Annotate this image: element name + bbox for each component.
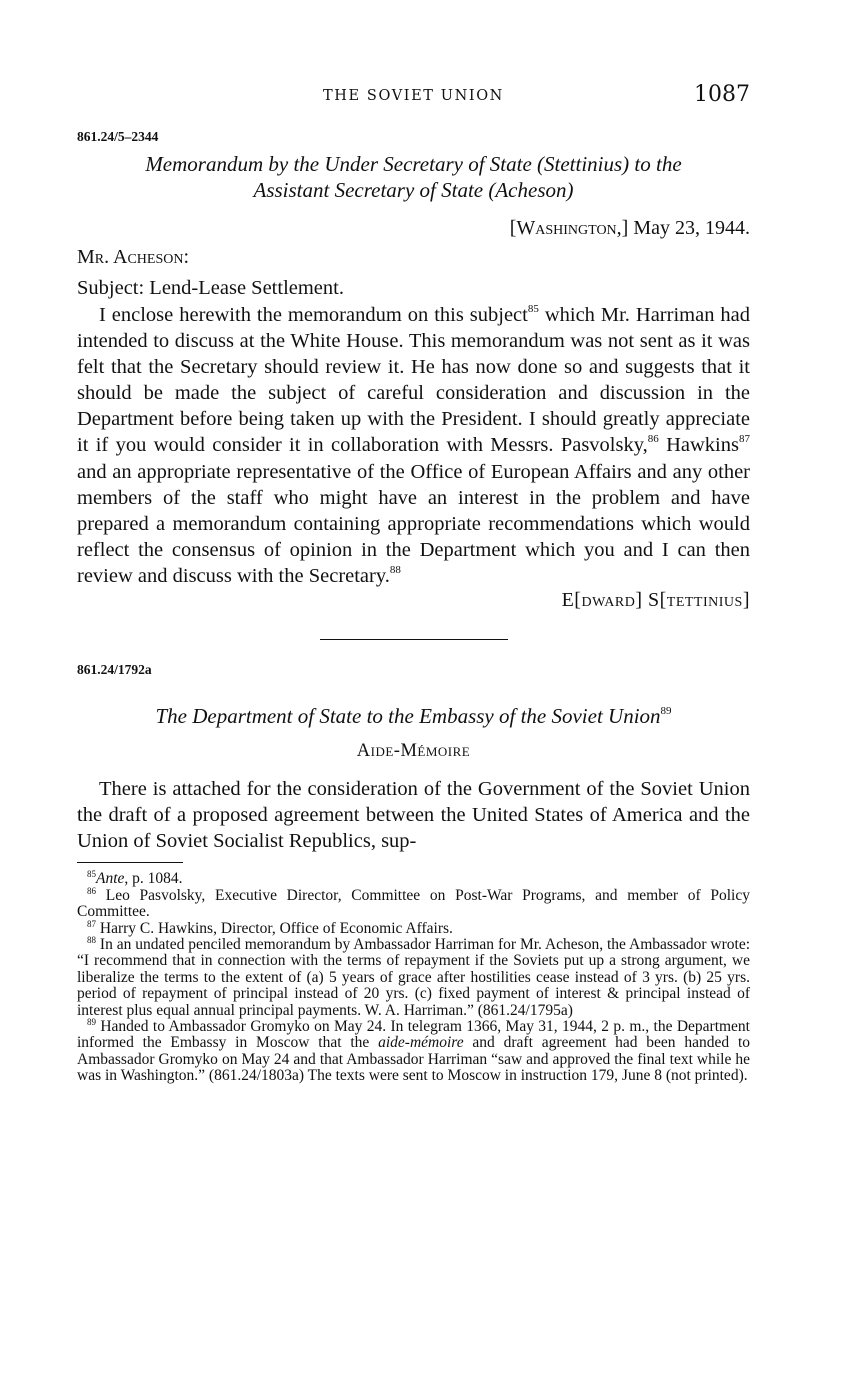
footnote-87	[77, 918, 750, 937]
document-title-2	[77, 704, 750, 729]
signature-initial-e: E[	[561, 589, 582, 612]
body-text-4: and an appropriate representative of the Office of European Affairs and any other members of the staff who might have an interest in the problem and have prepared a memorandum containing appropriate recommendations which would reflect the consensus of opinion in the Department which you and I can then review and discuss with the Secretary.	[77, 460, 750, 587]
document-title-2-text: The Department of State to the Embassy of the Soviet Union	[155, 704, 661, 729]
footnote-ref-89[interactable]: 89	[660, 705, 672, 718]
footnote-86	[77, 885, 750, 921]
signature-dward: dward	[581, 589, 636, 612]
footnote-87-text: Harry C. Hawkins, Director, Office of Economic Affairs.	[96, 919, 453, 937]
document-page	[77, 82, 750, 1085]
file-number: 861.24/5–2344	[77, 129, 159, 144]
running-title: THE SOVIET UNION	[323, 88, 504, 104]
footnote-88-text: In an undated penciled memorandum by Ambassador Harriman for Mr. Acheson, the Ambassador wrote: “I recommend that in connection with the terms of repayment if the Soviets put up a strong argument, we liberalize the terms to the extent of (a) 5 years of grace after hostilities cease instead of 3 yrs. (b) 25 yrs. period of repayment of principal instead of 20 yrs. (c) fixed payment of interest & principal instead of interest plus equal annual principal payments. W. A. Harriman.” (861.24/1795a)	[77, 935, 750, 1019]
signature-initial-s: ] S[	[635, 589, 667, 612]
body-text-1: I enclose herewith the memorandum on this subject	[99, 304, 528, 326]
footnote-89-mark: 89	[87, 1016, 96, 1027]
page-number: 1087	[694, 82, 750, 107]
footnote-divider	[77, 862, 183, 863]
footnote-86-text: Leo Pasvolsky, Executive Director, Committee on Post-War Programs, and member of Policy Committee.	[77, 886, 750, 921]
footnote-89-text-2: and draft agreement had been handed to Ambassador Gromyko on May 24 and that Ambassador Harriman “saw and approved the final text while he was in Washington.” (861.24/1803a) The texts were sent to Moscow in instruction 179, June 8 (not printed).	[77, 1034, 750, 1085]
signature	[77, 589, 750, 612]
file-number-2: 861.24/1792a	[77, 662, 152, 678]
dateline	[77, 217, 750, 240]
footnote-85-ital: Ante	[96, 870, 125, 888]
running-head	[77, 82, 750, 112]
footnote-88	[77, 934, 750, 1019]
footnote-ref-86[interactable]: 86	[647, 433, 659, 446]
footnotes	[77, 871, 750, 1084]
document-title	[77, 151, 750, 203]
footnote-89	[77, 1016, 750, 1085]
signature-close: ]	[742, 589, 750, 612]
footnote-ref-85[interactable]: 85	[527, 303, 539, 315]
footnote-ref-88[interactable]: 88	[389, 563, 401, 576]
salutation: Mr. Acheson:	[77, 246, 190, 268]
footnote-89-ital: aide-mémoire	[378, 1034, 464, 1052]
dateline-open: [	[509, 217, 517, 239]
footnote-85-mark: 85	[87, 869, 96, 880]
section-divider	[320, 639, 508, 640]
dateline-place: Washington	[516, 217, 617, 239]
footnote-87-mark: 87	[87, 918, 96, 929]
aide-memoire-body: There is attached for the consideration of the Government of the Soviet Union the draft of a proposed agreement between the United States of America and the Union of Soviet Socialist Republics, sup-	[77, 778, 750, 853]
footnote-88-mark: 88	[87, 934, 96, 945]
body-text-3: Hawkins	[658, 434, 739, 457]
footnote-86-mark: 86	[87, 885, 96, 896]
body-text-2: which Mr. Harriman had intended to discuss at the White House. This memorandum was not sent as it was felt that the Secretary should review it. He has now done so and suggests that it should be made the subject of careful consideration and discussion in the Department before being taken up with the President. I should greatly appreciate it if you would consider it in collaboration with Messrs. Pasvolsky,	[77, 304, 751, 457]
dateline-date: ,] May 23, 1944.	[616, 217, 750, 239]
document-title-line-1: Memorandum by the Under Secretary of State (Stettinius) to the	[145, 152, 682, 176]
footnote-85	[77, 871, 750, 887]
footnote-89-text-1: Handed to Ambassador Gromyko on May 24. In telegram 1366, May 31, 1944, 2 p. m., the Department informed the Embassy in Moscow that the	[77, 1017, 750, 1052]
footnote-ref-87[interactable]: 87	[738, 433, 750, 446]
subject-line: Subject: Lend-Lease Settlement.	[77, 277, 344, 299]
footnote-85-text: , p. 1084.	[124, 870, 183, 888]
signature-tettinius: tettinius	[666, 589, 743, 612]
document-title-line-2: Assistant Secretary of State (Acheson)	[253, 178, 574, 202]
aide-memoire-heading: Aide-Mémoire	[356, 741, 471, 762]
memo-body	[77, 302, 750, 589]
